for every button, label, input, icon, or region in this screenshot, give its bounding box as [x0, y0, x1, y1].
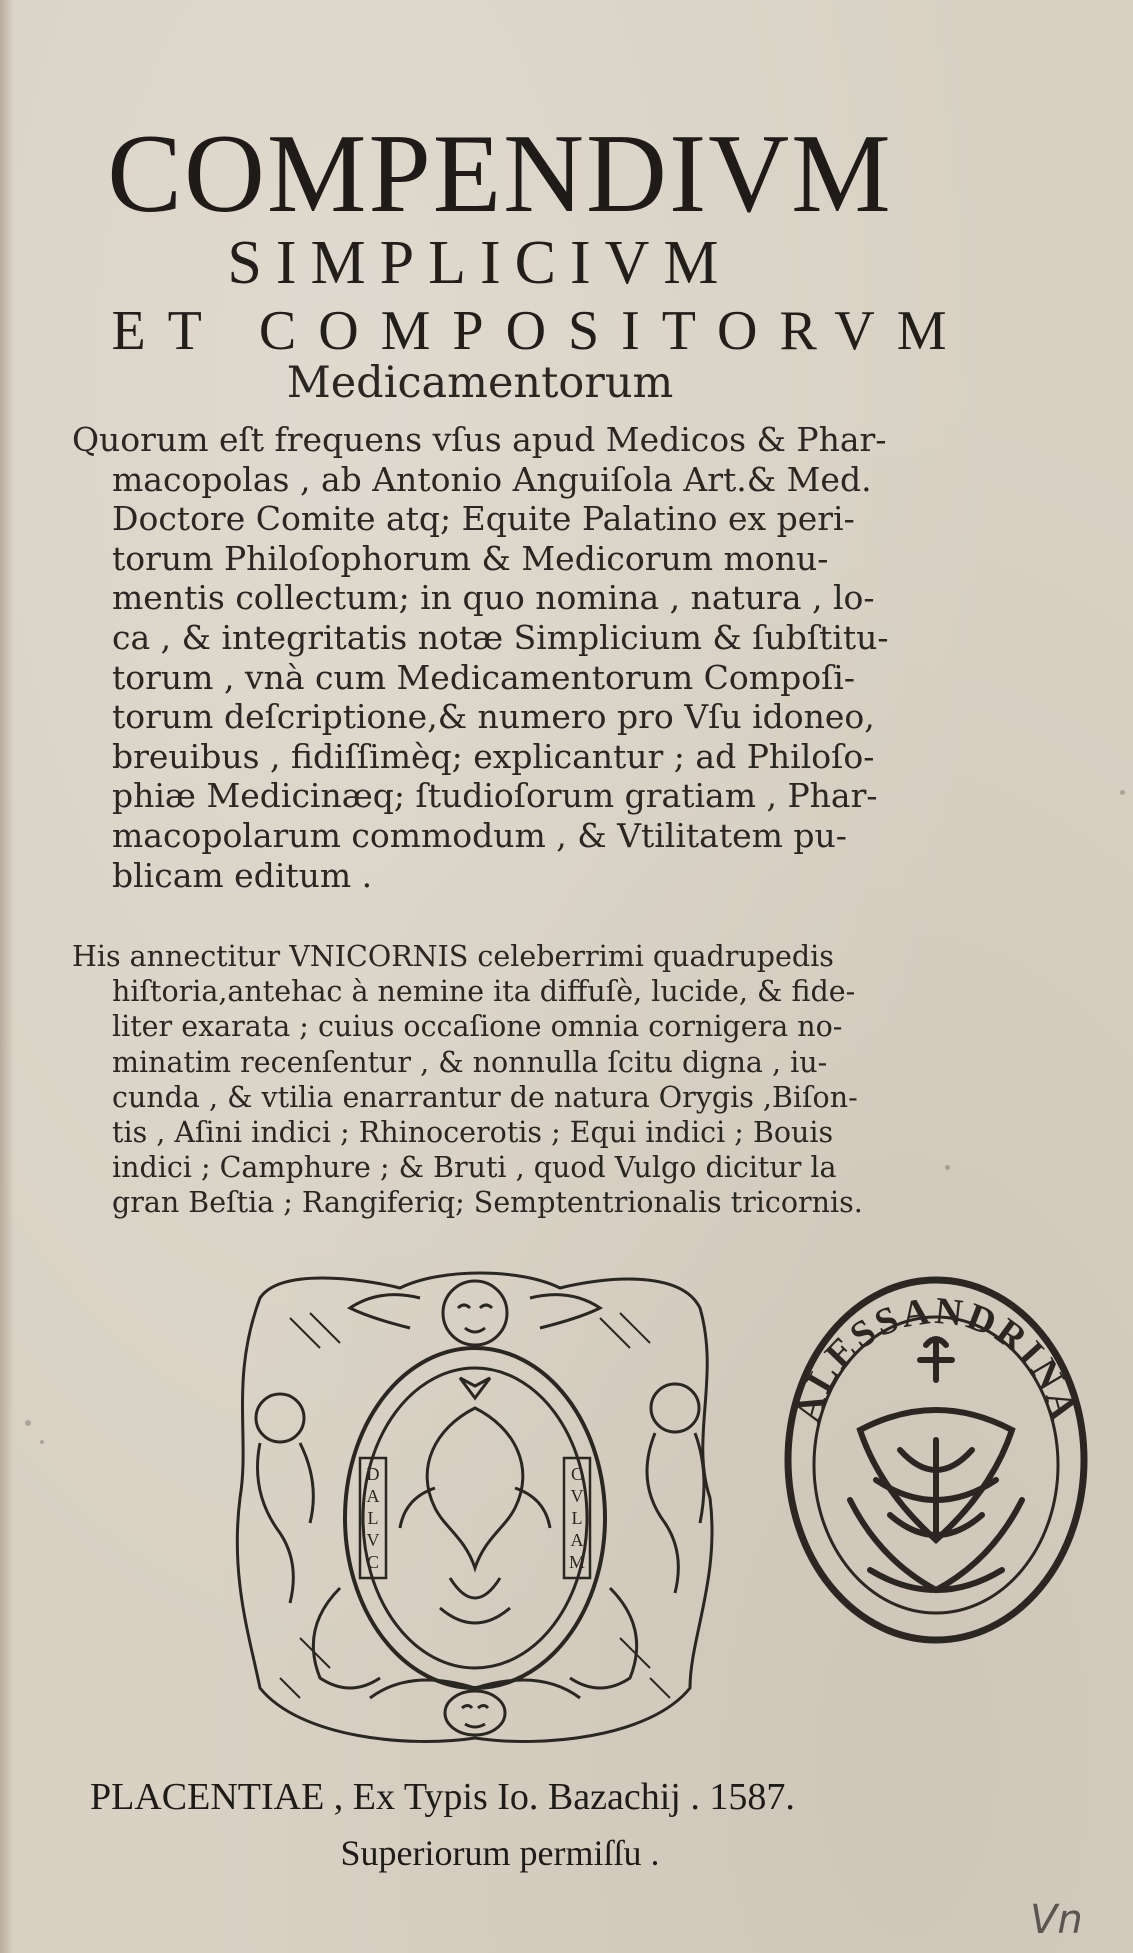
imprint-line-2: Superiorum permiſſu . — [340, 1833, 660, 1873]
paper-spot — [40, 1440, 44, 1444]
tablet-letter: V — [366, 1530, 380, 1550]
appendix-line: liter exarata ; cuius occaſione omnia cornigera no- — [112, 1010, 843, 1044]
imprint-line-1: PLACENTIAE , Ex Typis Io. Bazachij . 1587. — [90, 1776, 795, 1818]
printers-device-woodcut — [220, 1258, 730, 1758]
description-paragraph — [72, 420, 972, 895]
tablet-letter: L — [367, 1508, 379, 1528]
woodcut-frame — [237, 1273, 712, 1741]
tablet-letter: L — [571, 1508, 583, 1528]
description-line: ca , & integritatis notæ Simplicium & ſubſtitu- — [112, 617, 889, 657]
tablet-letter: C — [366, 1552, 380, 1572]
handwritten-margin-note: Vn — [1030, 1897, 1083, 1943]
appendix-line: cunda , & vtilia enarrantur de natura Orygis ,Biſon- — [112, 1080, 858, 1114]
appendix-paragraph — [72, 939, 972, 1221]
tablet-letter: D — [366, 1464, 380, 1484]
title-line-2: SIMPLICIVM — [227, 229, 733, 297]
description-line: blicam editum . — [112, 855, 373, 895]
tablet-letter: A — [570, 1530, 584, 1550]
title-line-1: COMPENDIVM — [107, 112, 893, 236]
appendix-line: His annectitur VNICORNIS celeberrimi quadrupedis — [72, 940, 834, 973]
description-line: mentis collectum; in quo nomina , natura , lo- — [112, 578, 875, 618]
paper-spot — [25, 1420, 31, 1426]
appendix-line: hiſtoria,antehac à nemine ita diffuſè, lucide, & fide- — [112, 975, 856, 1009]
description-line: phiæ Medicinæq; ſtudioſorum gratiam , Phar- — [112, 776, 878, 816]
description-line: torum Philoſophorum & Medicorum monu- — [112, 538, 829, 578]
stamp-text-path: ALESSANDRINA — [786, 1289, 1086, 1427]
woodcut-putto-right — [651, 1384, 699, 1432]
library-stamp — [780, 1270, 1092, 1650]
title-line-3: ET COMPOSITORVM — [111, 300, 969, 362]
appendix-line: indici ; Camphure ; & Bruti , quod Vulgo dicitur la — [112, 1151, 837, 1185]
description-line: breuibus , fidiſſimèq; explicantur ; ad Philoſo- — [112, 736, 875, 776]
description-line: Doctore Comite atq; Equite Palatino ex peri- — [112, 499, 855, 539]
tablet-letter: C — [570, 1464, 584, 1484]
appendix-line: gran Beſtia ; Rangiferiq; Semptentrionalis tricornis. — [112, 1186, 863, 1220]
description-line: macopolas , ab Antonio Anguiſola Art.& Med. — [112, 459, 872, 499]
description-line: torum , vnà cum Medicamentorum Compoſi- — [112, 657, 855, 697]
tablet-letter: A — [366, 1486, 380, 1506]
woodcut-putto-left — [256, 1394, 304, 1442]
appendix-line: tis , Aſini indici ; Rhinocerotis ; Equi indici ; Bouis — [112, 1115, 834, 1149]
paper-spot — [1120, 790, 1125, 795]
description-line: Quorum eſt frequens vſus apud Medicos & Phar- — [72, 420, 887, 459]
description-line: torum deſcriptione,& numero pro Vſu idoneo, — [112, 697, 875, 737]
paper-spot — [945, 1165, 950, 1170]
description-line: macopolarum commodum , & Vtilitatem pu- — [112, 815, 847, 855]
woodcut-face — [443, 1281, 507, 1345]
woodcut-tablet — [360, 1458, 590, 1578]
tablet-letter: M — [568, 1552, 586, 1572]
title-line-4: Medicamentorum — [286, 358, 674, 408]
tablet-letter: V — [570, 1486, 584, 1506]
appendix-line: minatim recenſentur , & nonnulla ſcitu digna , iu- — [112, 1045, 828, 1079]
